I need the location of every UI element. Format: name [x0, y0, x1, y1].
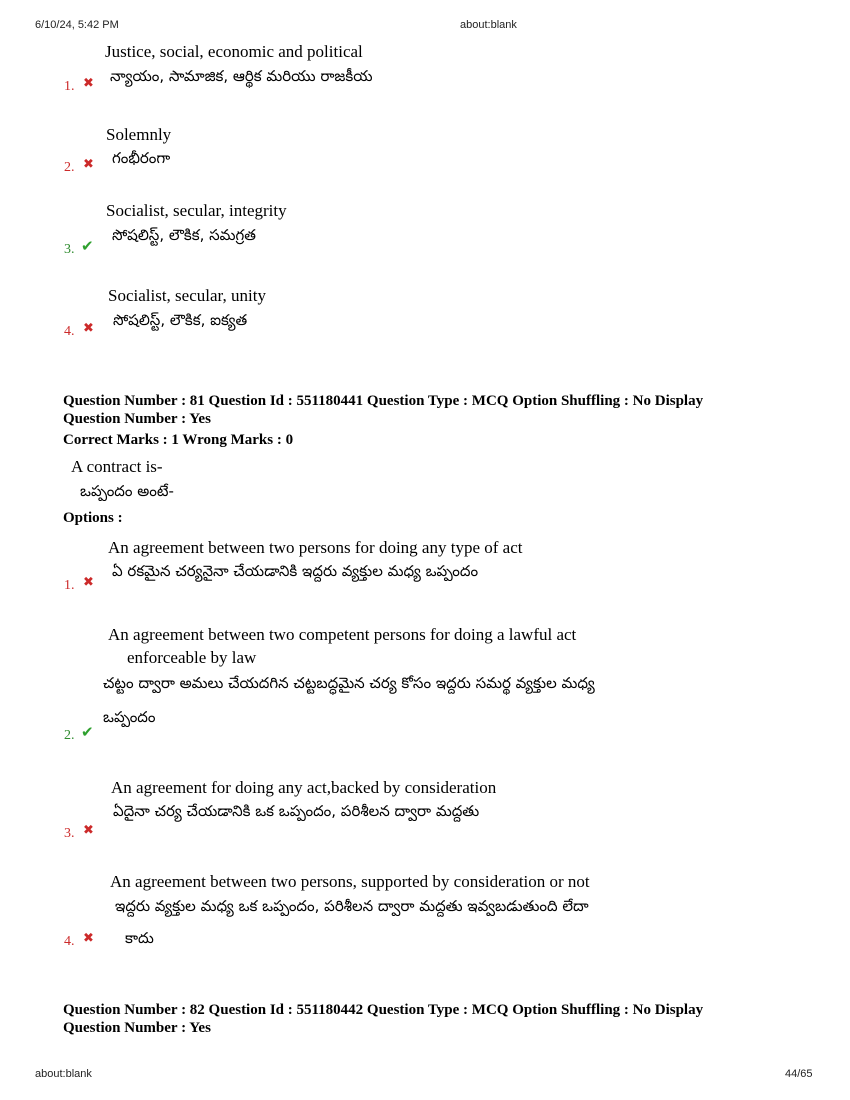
- option-text-te-cont: కాదు: [125, 929, 154, 947]
- wrong-mark-icon: ✖: [83, 76, 94, 91]
- option-text-te: సోషలిస్ట్, లౌకిక, ఐక్యత: [113, 311, 248, 329]
- question-text-en: A contract is-: [71, 457, 163, 476]
- option-number: 2.: [64, 728, 75, 743]
- question-marks: Correct Marks : 1 Wrong Marks : 0: [63, 432, 294, 448]
- question-text-te: ఒప్పందం అంటే-: [80, 482, 174, 500]
- option-text-en: Socialist, secular, integrity: [106, 201, 287, 220]
- option-text-te: చట్టం ద్వారా అమలు చేయదగిన చట్టబద్ధమైన చర్య కోసం ఇద్దరు సమర్థ వ్యక్తుల మధ్య: [103, 674, 595, 692]
- wrong-mark-icon: ✖: [83, 157, 94, 172]
- wrong-mark-icon: ✖: [83, 931, 94, 946]
- option-text-en: Socialist, secular, unity: [108, 286, 266, 305]
- option-text-te: ఇద్దరు వ్యక్తుల మధ్య ఒక ఒప్పందం, పరిశీలన ద్వారా మద్దతు ఇవ్వబడుతుంది లేదా: [115, 897, 589, 915]
- option-text-te: గంభీరంగా: [112, 149, 171, 167]
- wrong-mark-icon: ✖: [83, 321, 94, 336]
- footer-url: about:blank: [35, 1068, 92, 1080]
- option-text-en: An agreement between two persons, supported by consideration or not: [110, 872, 590, 891]
- option-number: 3.: [64, 242, 75, 257]
- question-meta-display: Question Number : Yes: [63, 411, 211, 427]
- options-label: Options :: [63, 510, 123, 526]
- question-meta: Question Number : 82 Question Id : 551180442 Question Type : MCQ Option Shuffling : No Display: [63, 1002, 704, 1018]
- correct-check-icon: ✔: [81, 723, 94, 741]
- option-text-te: న్యాయం, సామాజిక, ఆర్థిక మరియు రాజకీయ: [110, 67, 373, 85]
- option-number: 4.: [64, 934, 75, 949]
- question-meta: Question Number : 81 Question Id : 551180441 Question Type : MCQ Option Shuffling : No Display: [63, 393, 704, 409]
- option-text-te: ఏ రకమైన చర్యనైనా చేయడానికి ఇద్దరు వ్యక్తుల మధ్య ఒప్పందం: [112, 562, 479, 580]
- option-text-te-cont: ఒప్పందం: [103, 708, 156, 726]
- option-number: 1.: [64, 79, 75, 94]
- wrong-mark-icon: ✖: [83, 823, 94, 838]
- option-number: 3.: [64, 826, 75, 841]
- option-text-en: An agreement for doing any act,backed by consideration: [111, 778, 497, 797]
- print-url: about:blank: [460, 19, 517, 31]
- option-text-en: Solemnly: [106, 125, 172, 144]
- option-text-en: Justice, social, economic and political: [105, 42, 363, 61]
- option-number: 4.: [64, 324, 75, 339]
- option-text-te: సోషలిస్ట్, లౌకిక, సమగ్రత: [112, 226, 256, 244]
- print-datetime: 6/10/24, 5:42 PM: [35, 19, 119, 31]
- option-number: 1.: [64, 578, 75, 593]
- question-meta-display: Question Number : Yes: [63, 1020, 211, 1036]
- option-text-en-cont: enforceable by law: [127, 648, 257, 667]
- page-number: 44/65: [785, 1068, 813, 1080]
- option-text-en: An agreement between two competent persons for doing a lawful act: [108, 625, 577, 644]
- option-text-en: An agreement between two persons for doing any type of act: [108, 538, 523, 557]
- wrong-mark-icon: ✖: [83, 575, 94, 590]
- option-number: 2.: [64, 160, 75, 175]
- correct-check-icon: ✔: [81, 237, 94, 255]
- option-text-te: ఏదైనా చర్య చేయడానికి ఒక ఒప్పందం, పరిశీలన ద్వారా మద్దతు: [113, 802, 480, 820]
